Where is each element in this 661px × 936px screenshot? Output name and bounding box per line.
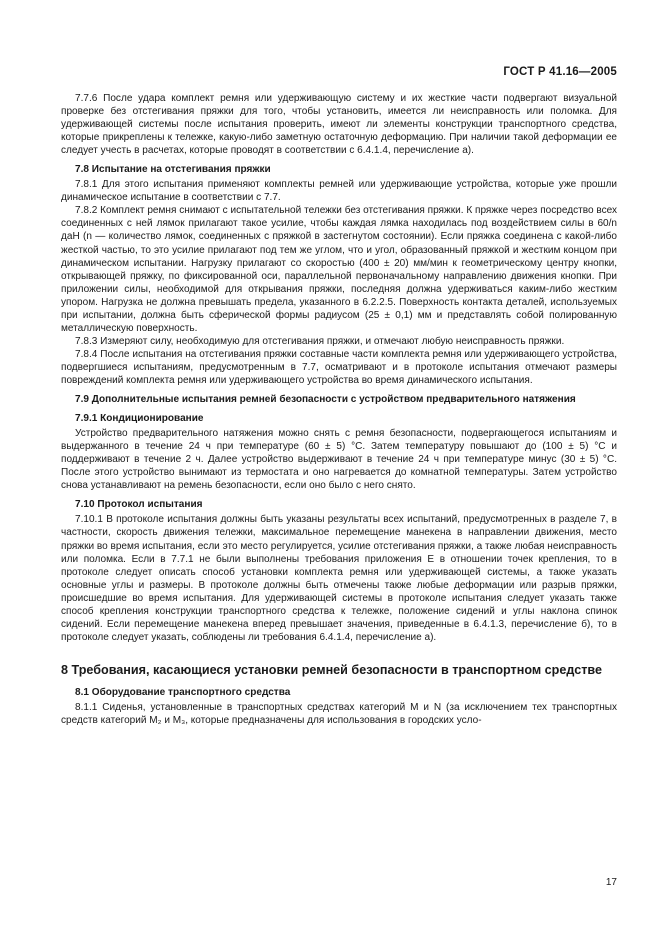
document-id: ГОСТ Р 41.16—2005 [503, 66, 617, 78]
paragraph-7-8-3: 7.8.3 Измеряют силу, необходимую для отстегивания пряжки, и отмечают любую неисправность пряжки. [75, 335, 565, 347]
document-body [61, 92, 617, 727]
paragraph-7-9-1: Устройство предварительного натяжения можно снять с ремня безопасности, подвергающегося испытаниям и выдержанного в течение 24 ч при температуре (60 ± 5) °С. Затем температуру повышают до (100 ± 5) °С и поддерживают в течение 2 ч. Далее устройство выдерживают в течение 24 ч при температуре минус (30 ± 5) °С. После этого устройство вынимают из термостата и оно нагревается до комнатной температуры. Затем устройство снова устанавливают на ремень безопасности, если оно было с него снято. [61, 428, 617, 492]
heading-7-9: 7.9 Дополнительные испытания ремней безопасности с устройством предварительного натяжения [75, 394, 576, 406]
heading-7-8: 7.8 Испытание на отстегивания пряжки [75, 164, 271, 176]
paragraph-7-8-2: 7.8.2 Комплект ремня снимают с испытательной тележки без отстегивания пряжки. К пряжке через посредство всех соединенных с ней лямок прилагают такое усилие, чтобы каждая лямка находилась под воздействием силы в 60/n даН (n — количество лямок, соединенных с пряжкой в застегнутом состоянии). Если пряжка соединена с какой-либо жесткой частью, то это усилие прилагают под тем же углом, что и угол, образованный пряжкой и жестким концом при динамическом испытании. Нагрузку прилагают со скоростью (400 ± 20) мм/мин к геометрическому центру кнопки, открывающей пряжку, по фиксированной оси, параллельной первоначальному направлению движения кнопки. При приложении силы, необходимой для открывания пряжки, последняя должна удерживаться каким-либо жестким упором. Нагрузка не должна превышать предела, указанного в 6.2.2.5. Поверхность контакта деталей, используемых при испытании, должна быть сферической формы радиусом (25 ± 0,1) мм и представлять собой полированную металлическую поверхность. [61, 205, 617, 334]
paragraph-7-8-4: 7.8.4 После испытания на отстегивания пряжки составные части комплекта ремня или удерживающего устройства, подвергшиеся испытаниям, предусмотренным в 7.7, осматривают и в протоколе испытания отмечают размеры повреждений комплекта ремня или удерживающего устройства во время динамического испытания. [61, 348, 617, 386]
heading-7-9-1: 7.9.1 Кондиционирование [75, 413, 204, 425]
paragraph-7-10-1: 7.10.1 В протоколе испытания должны быть указаны результаты всех испытаний, предусмотренных в разделе 7, в частности, скорость движения тележки, максимальное перемещение манекена в направлении движения, место пряжки во время испытания, если это место регулируется, усилие отстегивания пряжки, а также любая неисправность или поломка. Если в 7.7.1 не были выполнены требования приложения Е в отношении точек крепления, то в протоколе следует описать способ установки комплекта ремня или удерживающей системы, а также указать основные углы и размеры. В протоколе должны быть отмечены также любые деформации или разрыв пряжки, происшедшие во время испытания. Для удерживающей системы в протоколе испытания следует указать также способ крепления конструкции транспортного средства к тележке, положение сидений и углы наклона спинок сидений. Если перемещение манекена вперед превышает значения, приведенные в 6.4.1.3, перечисление б), то в протоколе следует указать, соблюдены ли требования 6.4.1.4, перечисление а). [61, 514, 617, 643]
paragraph-7-7-6: 7.7.6 После удара комплект ремня или удерживающую систему и их жесткие части подвергают визуальной проверке без отстегивания пряжки для того, чтобы установить, имеется ли неисправность или поломка. Для удерживающей системы после испытания проверить, имеют ли элементы конструкции транспортного средства, которые прикреплены к тележке, какую-либо заметную остаточную деформацию. При наличии такой деформации ее следует учесть в расчетах, которые проводят в соответствии с 6.4.1.4, перечисление а). [61, 93, 617, 157]
page-number: 17 [605, 877, 617, 888]
paragraph-8-1-1: 8.1.1 Сиденья, установленные в транспортных средствах категорий М и N (за исключением тех транспортных средств категорий М₂ и М₃, которые предназначены для использования в городских усло- [61, 701, 617, 726]
heading-8-1: 8.1 Оборудование транспортного средства [75, 686, 291, 698]
section-heading-8: 8 Требования, касающиеся установки ремней безопасности в транспортном средстве [61, 662, 602, 677]
paragraph-7-8-1: 7.8.1 Для этого испытания применяют комплекты ремней или удерживающие устройства, которые уже прошли динамическое испытание в соответствии с 7.7. [61, 179, 617, 204]
heading-7-10: 7.10 Протокол испытания [75, 499, 203, 511]
document-page [61, 0, 617, 936]
